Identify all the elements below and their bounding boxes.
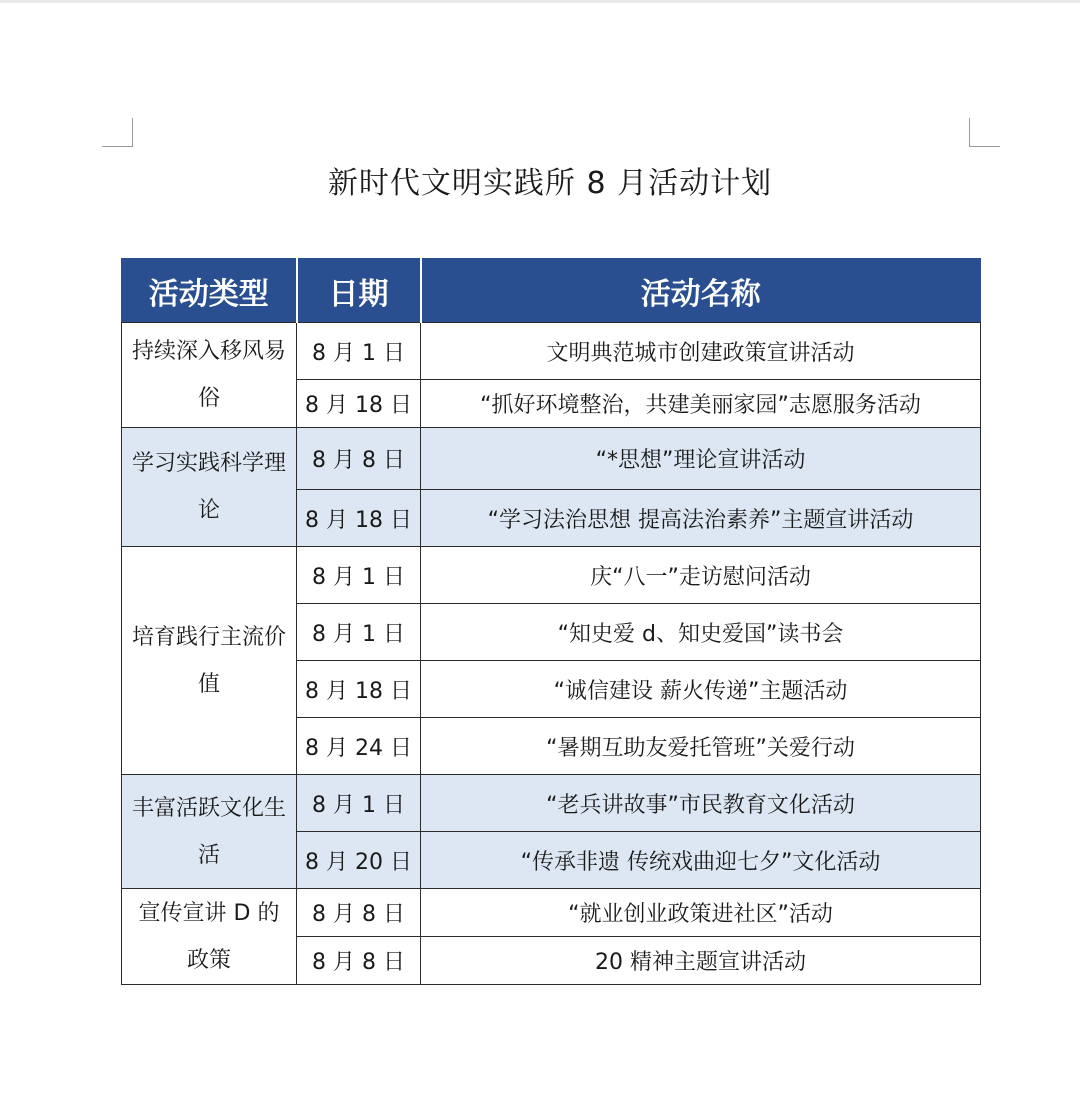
table-row (122, 547, 981, 604)
document-title: 新时代文明实践所 8 月活动计划 (327, 166, 773, 201)
category-cell: 学习实践科学理论 (122, 428, 297, 547)
table-row (122, 323, 981, 380)
table-row (122, 889, 981, 937)
activity-cell: 20 精神主题宣讲活动 (421, 937, 981, 985)
date-cell: 8 月 1 日 (297, 547, 421, 604)
date-cell: 8 月 18 日 (297, 490, 421, 547)
activity-cell: “知史爱 d、知史爱国”读书会 (421, 604, 981, 661)
page-margin-corner-left (102, 118, 133, 147)
activity-cell: “老兵讲故事”市民教育文化活动 (421, 775, 981, 832)
top-edge-strip (0, 0, 1080, 3)
activity-cell: “诚信建设 薪火传递”主题活动 (421, 661, 981, 718)
header-activity-name: 活动名称 (421, 259, 981, 323)
date-cell: 8 月 8 日 (297, 428, 421, 490)
category-cell: 持续深入移风易俗 (122, 323, 297, 428)
activity-plan-table (121, 258, 981, 985)
activity-cell: “传承非遗 传统戏曲迎七夕”文化活动 (421, 832, 981, 889)
date-cell: 8 月 1 日 (297, 323, 421, 380)
date-cell: 8 月 20 日 (297, 832, 421, 889)
date-cell: 8 月 1 日 (297, 775, 421, 832)
date-cell: 8 月 18 日 (297, 661, 421, 718)
category-cell: 丰富活跃文化生活 (122, 775, 297, 889)
category-cell: 宣传宣讲 D 的政策 (122, 889, 297, 985)
date-cell: 8 月 8 日 (297, 937, 421, 985)
date-cell: 8 月 24 日 (297, 718, 421, 775)
date-cell: 8 月 8 日 (297, 889, 421, 937)
page-margin-corner-right (969, 118, 1000, 147)
header-date: 日期 (297, 259, 421, 323)
activity-cell: 庆“八一”走访慰问活动 (421, 547, 981, 604)
activity-cell: “暑期互助友爱托管班”关爱行动 (421, 718, 981, 775)
activity-cell: 文明典范城市创建政策宣讲活动 (421, 323, 981, 380)
activity-cell: “就业创业政策进社区”活动 (421, 889, 981, 937)
activity-cell: “抓好环境整治，共建美丽家园”志愿服务活动 (421, 380, 981, 428)
table-row (122, 428, 981, 490)
activity-cell: “*思想”理论宣讲活动 (421, 428, 981, 490)
activity-cell: “学习法治思想 提高法治素养”主题宣讲活动 (421, 490, 981, 547)
category-cell: 培育践行主流价值 (122, 547, 297, 775)
date-cell: 8 月 1 日 (297, 604, 421, 661)
date-cell: 8 月 18 日 (297, 380, 421, 428)
table-row (122, 775, 981, 832)
header-activity-type: 活动类型 (122, 259, 297, 323)
table-header-row (122, 259, 981, 323)
